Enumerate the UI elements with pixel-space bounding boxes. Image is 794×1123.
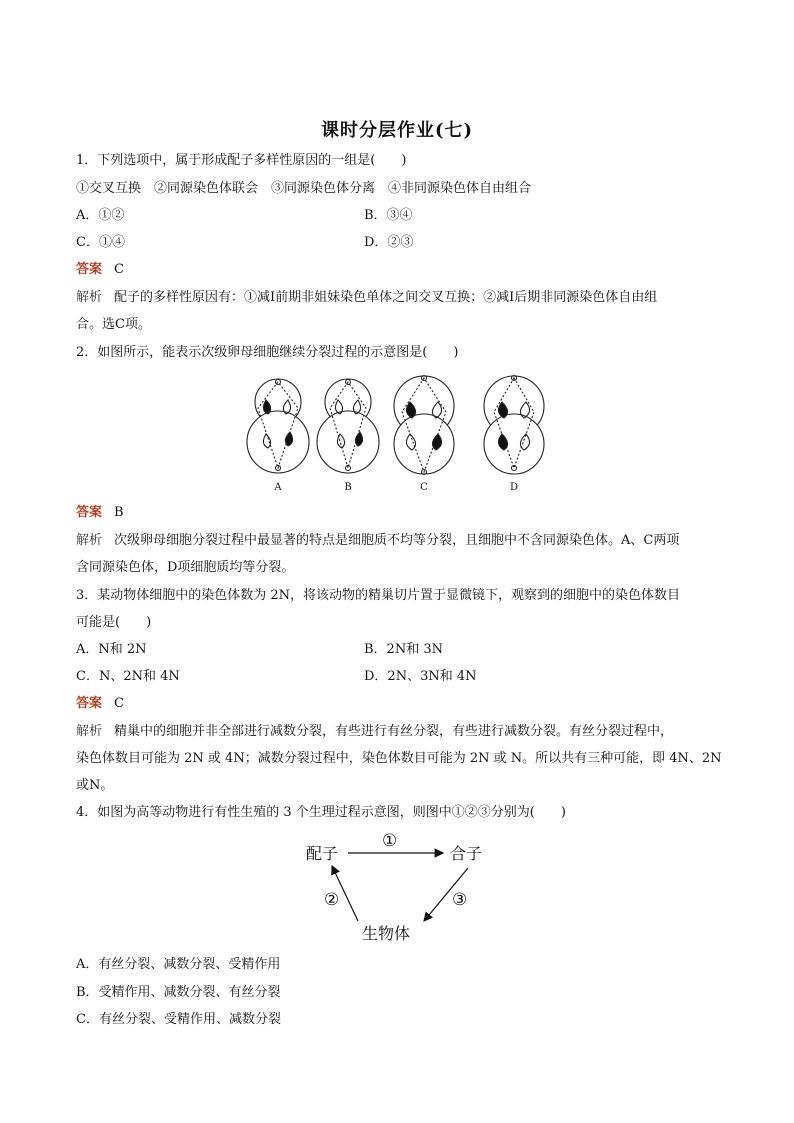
q2-answer [76,504,124,522]
process-3-label: ③ [452,890,468,910]
q3-answer [76,695,124,713]
q1-option-d: D．②③ [364,235,414,250]
q3-stem-line-2: 可能是( ) [76,615,152,630]
figure-label-d: D [509,482,519,493]
answer-value: C [114,262,124,277]
explanation-label: 解析 [76,533,103,548]
q4-stem: 4．如图为高等动物进行有性生殖的 3 个生理过程示意图，则图中①②③分别为( ) [76,805,566,820]
q4-option-c: C．有丝分裂、受精作用、减数分裂 [76,1012,281,1027]
explanation-label: 解析 [76,724,103,739]
q2-explanation-line-1 [76,532,679,550]
cell-d [484,376,544,475]
q3-option-b: B．2N和 3N [364,642,443,657]
answer-label: 答案 [76,505,103,520]
explanation-text: 配子的多样性原因有：①减Ⅰ前期非姐妹染色单体之间交叉互换；②减Ⅰ后期非同源染色体自由组 [114,290,658,305]
q4-option-a: A．有丝分裂、减数分裂、受精作用 [76,957,281,972]
cell-b [317,379,379,473]
q3-stem-line-1: 3．某动物体细胞中的染色体数为 2N，将该动物的精巢切片置于显微镜下，观察到的细胞中的染色体数目 [76,588,681,603]
q1-items: ①交叉互换 ②同源染色体联会 ③同源染色体分离 ④非同源染色体自由组合 [76,181,532,196]
reproduction-cycle-diagram [300,828,500,948]
q1-explanation-line-2: 合。选C项。 [76,317,151,332]
process-1-label: ① [382,831,398,851]
q3-option-a: A．N和 2N [76,642,147,657]
cell-c [394,376,454,475]
page-title: 课时分层作业(七) [320,120,474,141]
q1-explanation-line-1 [76,289,657,307]
q3-explanation-line-2: 染色体数目可能为 2N 或 4N；减数分裂过程中，染色体数目可能为 2N 或 N。所以共有三种可能，即 4N、2N [76,751,722,766]
q2-explanation-line-2: 含同源染色体，D项细胞质均等分裂。 [76,560,295,575]
q3-option-d: D．2N、3N和 4N [364,669,477,684]
answer-label: 答案 [76,696,103,711]
figure-label-b: B [344,482,352,493]
explanation-text: 精巢中的细胞并非全部进行减数分裂，有些进行有丝分裂，有些进行减数分裂。有丝分裂过程中， [114,724,674,739]
q1-stem: 1．下列选项中，属于形成配子多样性原因的一组是( ) [76,153,407,168]
q3-explanation-line-3: 或N。 [76,778,114,793]
q1-answer [76,261,124,279]
answer-value: B [114,505,124,520]
q3-option-c: C．N、2N和 4N [76,669,180,684]
figure-label-c: C [420,482,428,493]
q3-explanation-line-1 [76,723,673,741]
q1-option-a: A．①② [76,208,125,223]
organism-label: 生物体 [362,924,411,943]
explanation-text: 次级卵母细胞分裂过程中最显著的特点是细胞质不均等分裂，且细胞中不含同源染色体。A、C两项 [114,533,680,548]
process-2-label: ② [324,890,340,910]
q1-option-c: C．①④ [76,235,125,250]
q1-option-b: B．③④ [364,208,413,223]
zygote-label: 合子 [450,844,483,863]
q2-stem: 2．如图所示，能表示次级卵母细胞继续分裂过程的示意图是( ) [76,345,459,360]
cell-a [247,379,309,473]
gamete-label: 配子 [306,844,339,863]
figure-label-a: A [274,482,282,493]
answer-value: C [114,696,124,711]
answer-label: 答案 [76,262,103,277]
cell-division-figure [240,372,560,494]
q4-option-b: B．受精作用、减数分裂、有丝分裂 [76,985,281,1000]
explanation-label: 解析 [76,290,103,305]
